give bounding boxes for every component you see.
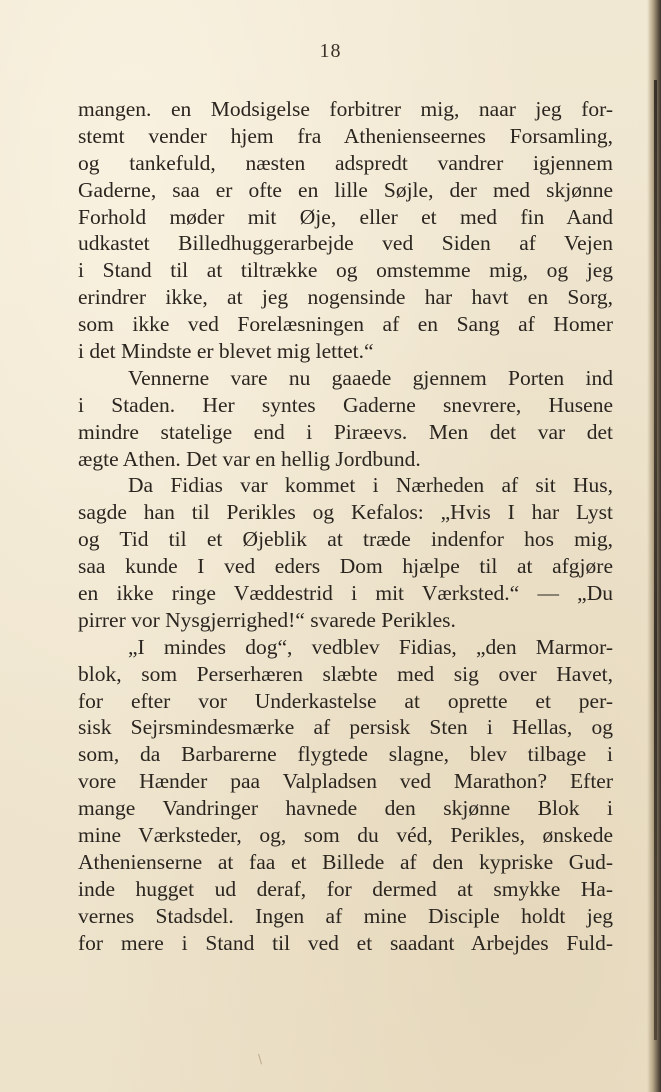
text-line: saa kunde I ved eders Dom hjælpe til at afgjøre [78,554,613,579]
text-line: „I mindes dog“, vedblev Fidias, „den Marmor- [128,634,613,659]
text-line: i Stand til at tiltrække og omstemme mig, og jeg [78,258,613,283]
text-line: for mere i Stand til ved et saadant Arbejdes Fuld- [78,930,613,955]
text-line: som ikke ved Forelæsningen af en Sang af Homer [78,312,613,337]
text-line: i Staden. Her syntes Gaderne snevrere, Husene [78,392,613,417]
text-line: Da Fidias var kommet i Nærheden af sit Hus, [128,473,613,498]
text-line: i det Mindste er blevet mig lettet.“ [78,339,374,364]
printer-mark: \ [258,1052,263,1066]
text-line: og Tid til et Øjeblik at træde indenfor hos mig, [78,527,613,552]
text-line: mangen. en Modsigelse forbitrer mig, naar jeg for- [78,97,613,121]
text-line: sagde han til Perikles og Kefalos: „Hvis I har Lyst [78,500,613,525]
text-line: mindre statelige end i Piræevs. Men det var det [78,419,613,444]
text-line: Athenienserne at faa et Billede af den kypriske Gud- [78,849,613,874]
text-line: vore Hænder paa Valpladsen ved Marathon? Efter [78,769,613,794]
text-line: en ikke ringe Væddestrid i mit Værksted.“ — „Du [78,581,613,606]
text-line: inde hugget ud deraf, for dermed at smykke Ha- [78,876,613,901]
page-number: 18 [319,40,342,62]
text-line: stemt vender hjem fra Athenienseernes Forsamling, [78,123,613,148]
text-line: ægte Athen. Det var en hellig Jordbund. [78,446,421,471]
text-line: erindrer ikke, at jeg nogensinde har havt en Sorg, [78,285,613,310]
text-line: blok, som Perserhæren slæbte med sig over Havet, [78,661,613,686]
text-line: Vennerne vare nu gaaede gjennem Porten ind [128,365,613,390]
text-line: Forhold møder mit Øje, eller et med fin Aand [78,204,613,229]
text-line: for efter vor Underkastelse at oprette et per- [78,688,613,713]
page-edge-line [654,80,657,1040]
text-line: udkastet Billedhuggerarbejde ved Siden af Vejen [78,231,613,256]
body-text [78,96,613,957]
text-line: mange Vandringer havnede den skjønne Blok i [78,796,613,821]
text-line: Gaderne, saa er ofte en lille Søjle, der med skjønne [78,177,613,202]
text-line: vernes Stadsdel. Ingen af mine Disciple holdt jeg [78,903,613,928]
text-line: som, da Barbarerne flygtede slagne, blev tilbage i [78,742,613,767]
text-line: pirrer vor Nysgjerrighed!“ svarede Perikles. [78,607,456,632]
text-line: og tankefuld, næsten adspredt vandrer igjennem [78,150,613,175]
text-line: mine Værksteder, og, som du véd, Perikles, ønskede [78,823,613,848]
text-line: sisk Sejrsmindesmærke af persisk Sten i Hellas, og [78,715,613,740]
